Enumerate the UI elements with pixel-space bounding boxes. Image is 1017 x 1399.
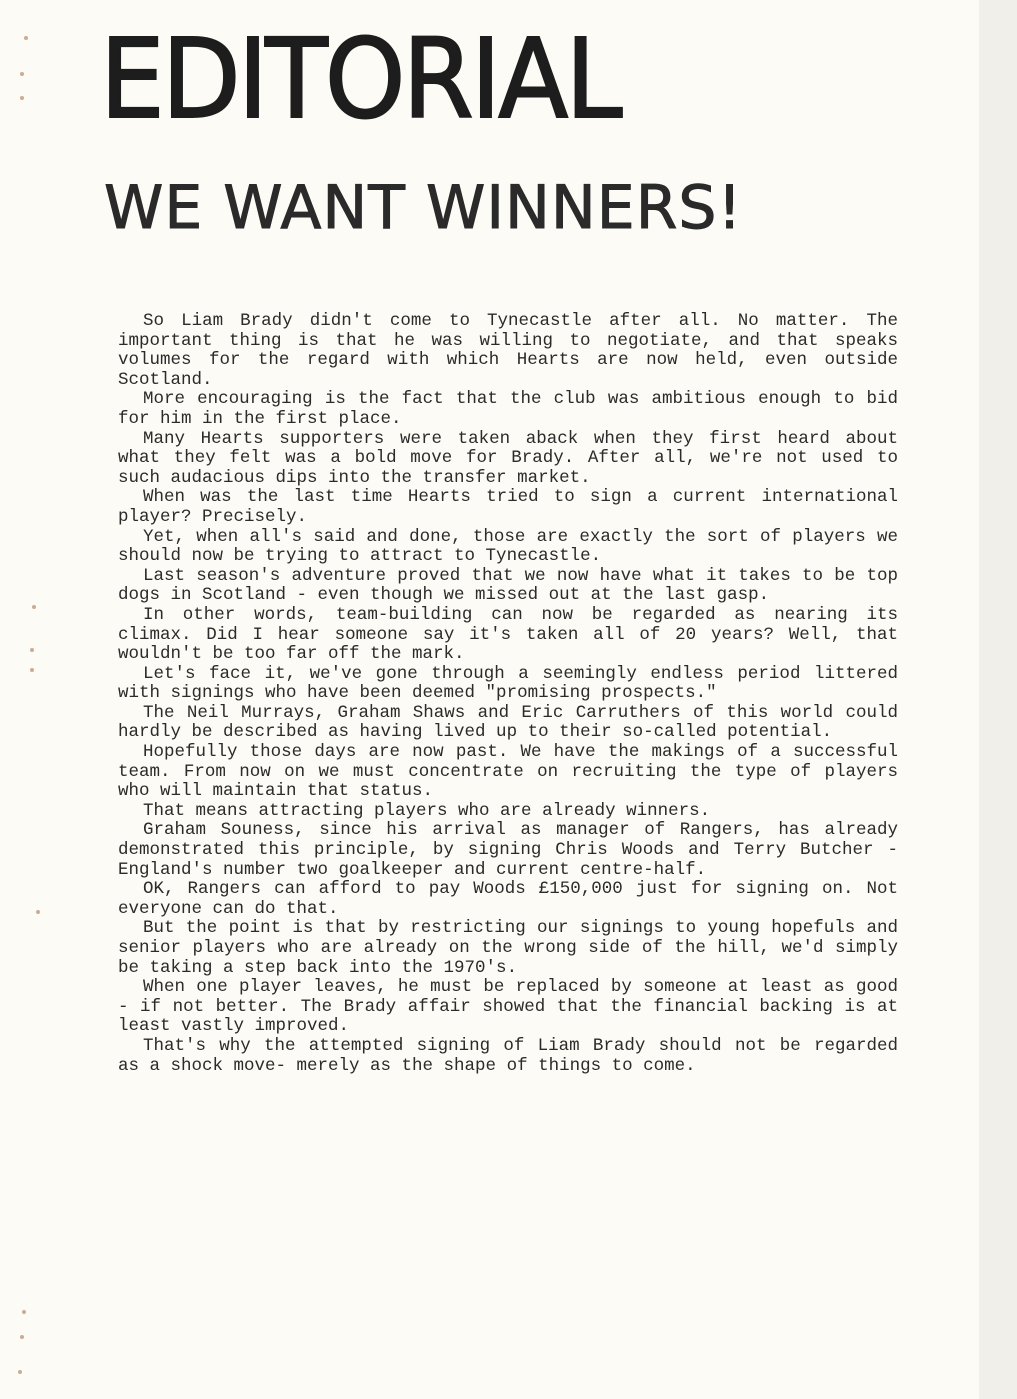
paragraph: That's why the attempted signing of Liam Brady should not be regarded as a shock move- merely as the shape of things to come. [118,1035,898,1076]
paragraph: Hopefully those days are now past. We have the makings of a successful team. From now on we must concentrate on recruiting the type of players who will maintain that status. [118,742,898,802]
page-edge-shadow [979,0,1017,1399]
paragraph: In other words, team-building can now be regarded as nearing its climax. Did I hear someone say it's taken all of 20 years? Well, that wouldn't be too far off the mark. [118,604,898,665]
paragraph: Many Hearts supporters were taken aback when they first heard about what they felt was a bold move for Brady. After all, we're not used to such audacious dips into the transfer market. [118,428,898,488]
paragraph: So Liam Brady didn't come to Tynecastle after all. No matter. The important thing is that he was willing to negotiate, and that speaks volumes for the regard with which Hearts are now held, even outside Scotland. [118,311,898,390]
paragraph: That means attracting players who are already winners. [143,800,711,821]
punch-hole-mark [20,96,24,100]
punch-hole-mark [20,72,24,76]
paragraph: Last season's adventure proved that we now have what it takes to be top dogs in Scotland - even though we missed out at the last gasp. [118,565,898,606]
paragraph: Yet, when all's said and done, those are exactly the sort of players we should now be trying to attract to Tynecastle. [118,526,898,567]
article-headline: WE WANT WINNERS! [104,173,743,243]
paragraph: Graham Souness, since his arrival as manager of Rangers, has already demonstrated this principle, by signing Chris Woods and Terry Butcher - England's number two goalkeeper and current centre-half. [118,820,898,880]
punch-hole-mark [30,648,34,652]
masthead-title: EDITORIAL [100,15,620,143]
punch-hole-mark [32,605,36,609]
paragraph: OK, Rangers can afford to pay Woods £150,000 just for signing on. Not everyone can do that. [118,879,898,919]
article-body [118,312,898,1076]
paragraph: When one player leaves, he must be replaced by someone at least as good - if not better. The Brady affair showed that the financial backing is at least vastly improved. [118,977,898,1037]
paragraph: But the point is that by restricting our signings to young hopefuls and senior players who are already on the wrong side of the hill, we'd simply be taking a step back into the 1970's. [118,918,898,978]
punch-hole-mark [18,1370,22,1374]
punch-hole-mark [24,36,28,40]
paragraph: More encouraging is the fact that the club was ambitious enough to bid for him in the first place. [118,389,898,429]
punch-hole-mark [22,1310,26,1314]
punch-hole-mark [30,668,34,672]
paragraph: When was the last time Hearts tried to sign a current international player? Precisely. [118,487,898,527]
paragraph: Let's face it, we've gone through a seemingly endless period littered with signings who have been deemed "promising prospects." [118,663,898,704]
punch-hole-mark [36,910,40,914]
punch-hole-mark [20,1335,24,1339]
paragraph: The Neil Murrays, Graham Shaws and Eric Carruthers of this world could hardly be described as having lived up to their so-called potential. [118,702,898,743]
